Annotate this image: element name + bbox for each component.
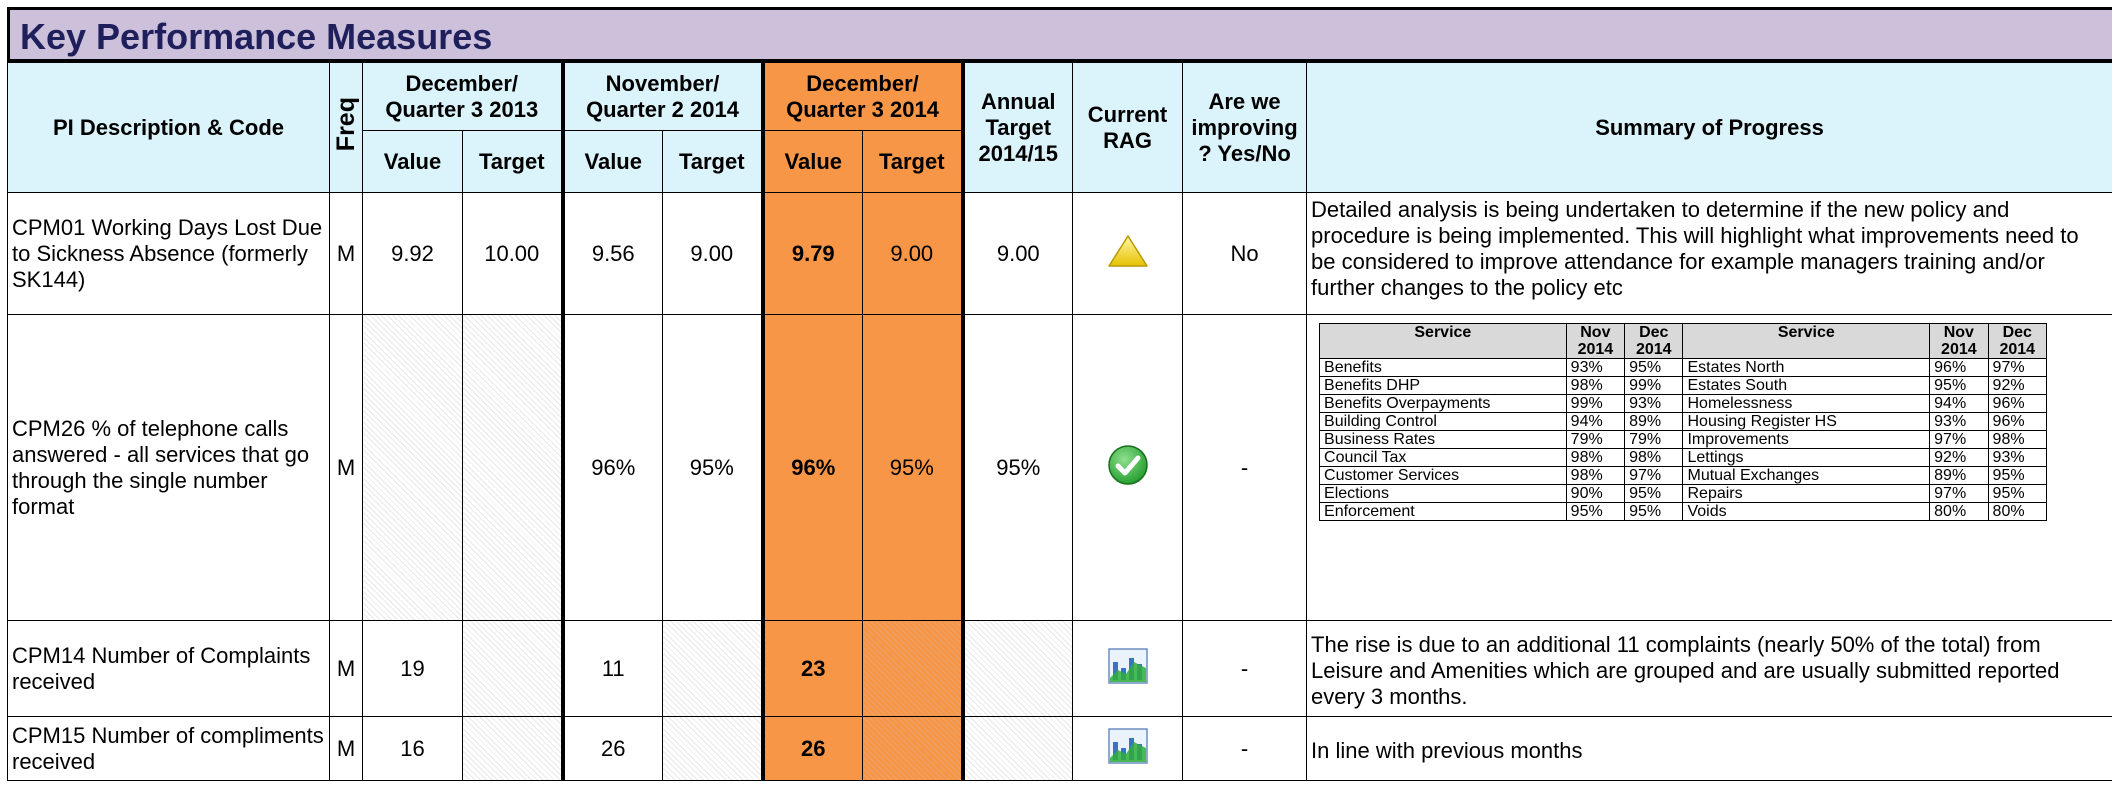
service-cell: Mutual Exchanges (1683, 467, 1930, 485)
amber-triangle-icon (1106, 233, 1150, 275)
service-cell: Lettings (1683, 449, 1930, 467)
p3-value: 9.79 (763, 193, 863, 315)
rag-cell (1073, 717, 1183, 781)
service-cell: 89% (1625, 413, 1683, 431)
service-cell: 95% (1930, 377, 1988, 395)
summary-text: Detailed analysis is being undertaken to determine if the new policy and procedure is being implemented. This will highlight what improvements need to be considered to improve attendance for example managers training and/or further changes to the policy etc (1307, 193, 2112, 315)
p3-target: 95% (863, 315, 963, 621)
service-cell: 93% (1625, 395, 1683, 413)
p2-value: 11 (563, 621, 663, 717)
pi-description: CPM14 Number of Complaints received (8, 621, 330, 717)
header-improving: Are we improving ? Yes/No (1183, 63, 1307, 193)
improving-cell: No (1183, 193, 1307, 315)
improving-cell: - (1183, 717, 1307, 781)
service-row (1320, 431, 2047, 449)
p1-target (463, 315, 563, 621)
service-cell: 90% (1566, 485, 1624, 503)
p2-target (663, 717, 763, 781)
service-cell: 92% (1988, 377, 2046, 395)
header-current-rag: Current RAG (1073, 63, 1183, 193)
service-cell: Building Control (1320, 413, 1567, 431)
pi-description: CPM26 % of telephone calls answered - all services that go through the single number format (8, 315, 330, 621)
service-row (1320, 449, 2047, 467)
service-cell: 99% (1625, 377, 1683, 395)
summary-text: The rise is due to an additional 11 complaints (nearly 50% of the total) from Leisure and Amenities which are grouped and are usually submitted reported every 3 months. (1307, 621, 2112, 717)
table-row (8, 193, 2112, 315)
service-header-cell: Dec 2014 (1625, 324, 1683, 359)
table-row (8, 621, 2112, 717)
title-bar (7, 7, 2112, 62)
p2-target (663, 621, 763, 717)
service-cell: 80% (1930, 503, 1988, 521)
service-row (1320, 413, 2047, 431)
annual-target: 9.00 (963, 193, 1073, 315)
service-cell: Benefits Overpayments (1320, 395, 1567, 413)
service-row (1320, 503, 2047, 521)
service-cell: 93% (1566, 359, 1624, 377)
service-cell: 93% (1930, 413, 1988, 431)
service-cell: Repairs (1683, 485, 1930, 503)
p3-target: 9.00 (863, 193, 963, 315)
service-cell: 97% (1930, 485, 1988, 503)
rag-cell (1073, 193, 1183, 315)
service-cell: 98% (1625, 449, 1683, 467)
p2-value: 96% (563, 315, 663, 621)
annual-target (963, 717, 1073, 781)
p1-target (463, 717, 563, 781)
service-cell: 97% (1930, 431, 1988, 449)
service-cell: Estates North (1683, 359, 1930, 377)
p1-value: 9.92 (363, 193, 463, 315)
p1-target: 10.00 (463, 193, 563, 315)
service-cell: 98% (1566, 377, 1624, 395)
p3-value: 96% (763, 315, 863, 621)
p2-target: 9.00 (663, 193, 763, 315)
header-p3-value: Value (763, 131, 863, 193)
service-cell: 89% (1930, 467, 1988, 485)
p3-target (863, 717, 963, 781)
service-row (1320, 359, 2047, 377)
service-header-cell: Service (1320, 324, 1567, 359)
service-cell: 80% (1988, 503, 2046, 521)
service-cell: 79% (1566, 431, 1624, 449)
service-cell: Improvements (1683, 431, 1930, 449)
header-period-2013: December/ Quarter 3 2013 (363, 63, 563, 131)
freq-cell: M (330, 315, 363, 621)
annual-target: 95% (963, 315, 1073, 621)
data-only-chart-icon (1108, 728, 1148, 770)
service-cell: 98% (1566, 467, 1624, 485)
improving-cell: - (1183, 315, 1307, 621)
header-pi-description: PI Description & Code (8, 63, 330, 193)
service-header-cell: Nov 2014 (1930, 324, 1988, 359)
pi-description: CPM15 Number of compliments received (8, 717, 330, 781)
service-cell: 94% (1930, 395, 1988, 413)
header-summary: Summary of Progress (1307, 63, 2112, 193)
service-cell: Council Tax (1320, 449, 1567, 467)
service-cell: Enforcement (1320, 503, 1567, 521)
data-only-chart-icon (1108, 648, 1148, 690)
header-p2-value: Value (563, 131, 663, 193)
p2-value: 9.56 (563, 193, 663, 315)
p3-target (863, 621, 963, 717)
service-cell: 97% (1625, 467, 1683, 485)
p3-value: 26 (763, 717, 863, 781)
service-cell: 97% (1988, 359, 2046, 377)
service-header-cell: Nov 2014 (1566, 324, 1624, 359)
service-cell: 99% (1566, 395, 1624, 413)
header-p3-target: Target (863, 131, 963, 193)
service-cell: 94% (1566, 413, 1624, 431)
service-table-header (1320, 324, 2047, 359)
service-cell: 92% (1930, 449, 1988, 467)
service-cell: Customer Services (1320, 467, 1567, 485)
summary-text: In line with previous months (1307, 717, 2112, 781)
service-row (1320, 395, 2047, 413)
header-row-1 (8, 63, 2112, 131)
header-p1-target: Target (463, 131, 563, 193)
service-table (1319, 323, 2047, 521)
header-period-nov-2014: November/ Quarter 2 2014 (563, 63, 763, 131)
service-cell: Elections (1320, 485, 1567, 503)
service-row (1320, 485, 2047, 503)
p2-value: 26 (563, 717, 663, 781)
service-header-cell: Dec 2014 (1988, 324, 2046, 359)
improving-cell: - (1183, 621, 1307, 717)
service-row (1320, 377, 2047, 395)
service-cell: Homelessness (1683, 395, 1930, 413)
service-cell: 95% (1988, 485, 2046, 503)
service-cell: Benefits DHP (1320, 377, 1567, 395)
summary-cell (1307, 315, 2112, 621)
service-cell: 96% (1930, 359, 1988, 377)
p1-value (363, 315, 463, 621)
service-cell: 95% (1566, 503, 1624, 521)
green-check-icon (1107, 444, 1149, 492)
p2-target: 95% (663, 315, 763, 621)
p1-value: 16 (363, 717, 463, 781)
service-header-cell: Service (1683, 324, 1930, 359)
table-row (8, 315, 2112, 621)
header-freq: Freq (330, 63, 363, 193)
service-cell: 95% (1625, 503, 1683, 521)
service-cell: 96% (1988, 413, 2046, 431)
table-row (8, 717, 2112, 781)
rag-cell (1073, 621, 1183, 717)
service-table-body (1320, 324, 2047, 521)
service-cell: 95% (1625, 359, 1683, 377)
header-annual-target: Annual Target 2014/15 (963, 63, 1073, 193)
p3-value: 23 (763, 621, 863, 717)
service-cell: 79% (1625, 431, 1683, 449)
service-cell: Voids (1683, 503, 1930, 521)
rag-cell (1073, 315, 1183, 621)
service-cell: 95% (1625, 485, 1683, 503)
annual-target (963, 621, 1073, 717)
pi-description: CPM01 Working Days Lost Due to Sickness Absence (formerly SK144) (8, 193, 330, 315)
p1-value: 19 (363, 621, 463, 717)
kpi-table (7, 62, 2112, 781)
freq-cell: M (330, 193, 363, 315)
freq-cell: M (330, 717, 363, 781)
service-cell: 95% (1988, 467, 2046, 485)
service-cell: Business Rates (1320, 431, 1567, 449)
service-cell: Housing Register HS (1683, 413, 1930, 431)
freq-cell: M (330, 621, 363, 717)
header-p2-target: Target (663, 131, 763, 193)
service-cell: 98% (1988, 431, 2046, 449)
service-cell: 93% (1988, 449, 2046, 467)
service-cell: Benefits (1320, 359, 1567, 377)
service-cell: 96% (1988, 395, 2046, 413)
service-row (1320, 467, 2047, 485)
service-cell: 98% (1566, 449, 1624, 467)
service-cell: Estates South (1683, 377, 1930, 395)
p1-target (463, 621, 563, 717)
header-period-dec-2014: December/ Quarter 3 2014 (763, 63, 963, 131)
page-title: Key Performance Measures (20, 16, 493, 57)
header-p1-value: Value (363, 131, 463, 193)
